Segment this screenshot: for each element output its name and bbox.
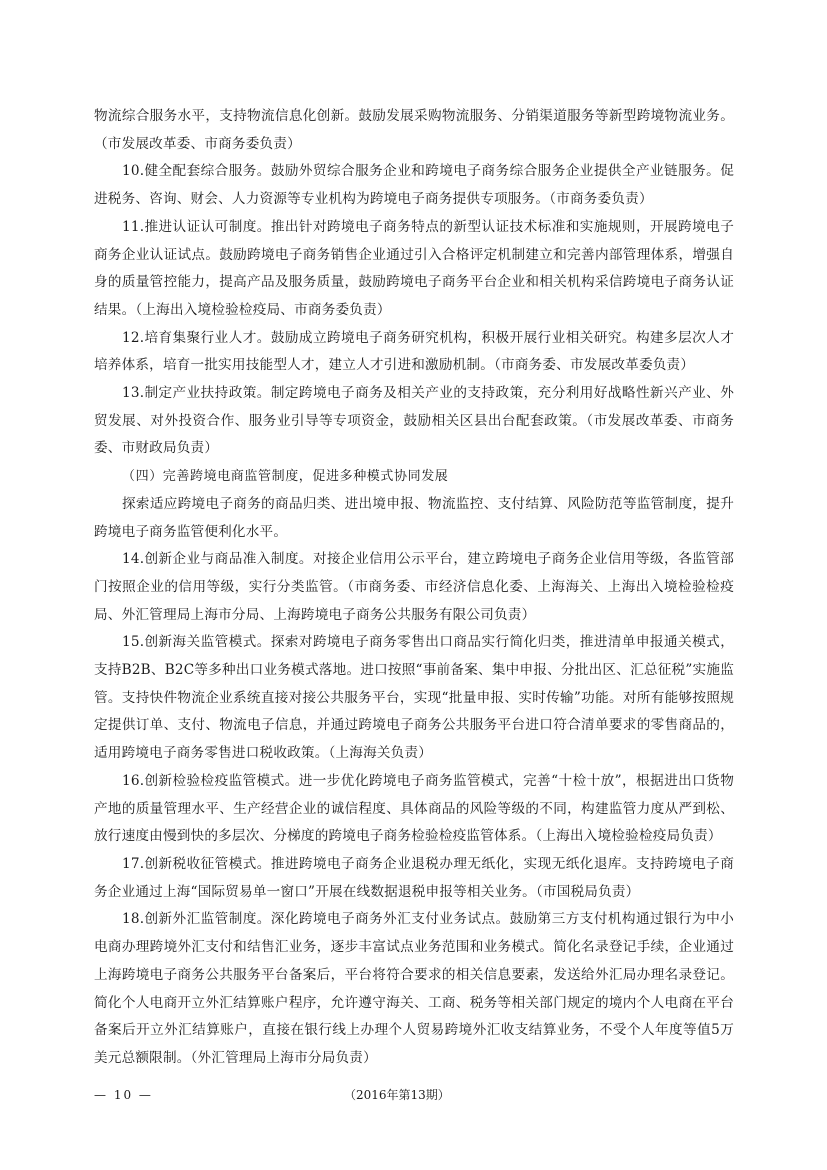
paragraph-item-17: 17.创新税收征管模式。推进跨境电子商务企业退税办理无纸化，实现无纸化退库。支持跨境电子商务企业通过上海“国际贸易单一窗口”开展在线数据退税申报等相关业务。（市国税局负责） xyxy=(94,855,734,900)
paragraph-item-15: 15.创新海关监管模式。探索对跨境电子商务零售出口商品实行简化归类，推进清单申报通关模式，支持B2B、B2C等多种出口业务模式落地。进口按照“事前备案、集中申报、分批出区、汇总征税”实施监管。支持快件物流企业系统直接对接公共服务平台，实现“批量申报、实时传输”功能。对所有能够按照规定提供订单、支付、物流电子信息，并通过跨境电子商务公共服务平台进口符合清单要求的零售商品的，适用跨境电子商务零售进口税收政策。（上海海关负责） xyxy=(94,634,734,762)
paragraph-item-14: 14.创新企业与商品准入制度。对接企业信用公示平台，建立跨境电子商务企业信用等级，各监管部门按照企业的信用等级，实行分类监管。（市商务委、市经济信息化委、上海海关、上海出入境检验检疫局、外汇管理局上海市分局、上海跨境电子商务公共服务有限公司负责） xyxy=(94,551,734,623)
page-number: — 10 — xyxy=(94,1088,153,1102)
paragraph-item-12: 12.培育集聚行业人才。鼓励成立跨境电子商务研究机构，积极开展行业相关研究。构建多层次人才培养体系，培育一批实用技能型人才，建立人才引进和激励机制。（市商务委、市发展改革委负责） xyxy=(94,329,734,374)
paragraph-item-11: 11.推进认证认可制度。推出针对跨境电子商务特点的新型认证技术标准和实施规则，开展跨境电子商务企业认证试点。鼓励跨境电子商务销售企业通过引入合格评定机制建立和完善内部管理体系，增强自身的质量管控能力，提高产品及服务质量，鼓励跨境电子商务平台企业和相关机构采信跨境电子商务认证结果。（上海出入境检验检疫局、市商务委负责） xyxy=(94,218,734,318)
issue-label: （2016年第13期） xyxy=(344,1088,450,1102)
document-body xyxy=(94,103,734,1073)
section-heading-4: （四）完善跨境电商监管制度，促进多种模式协同发展 xyxy=(122,469,449,485)
paragraph-continuation: 物流综合服务水平，支持物流信息化创新。鼓励发展采购物流服务、分销渠道服务等新型跨境物流业务。（市发展改革委、市商务委负责） xyxy=(94,108,734,152)
paragraph-item-18: 18.创新外汇监管制度。深化跨境电子商务外汇支付业务试点。鼓励第三方支付机构通过银行为中小电商办理跨境外汇支付和结售汇业务，逐步丰富试点业务范围和业务模式。简化名录登记手续，企业通过上海跨境电子商务公共服务平台备案后，平台将符合要求的相关信息要素，发送给外汇局办理名录登记。简化个人电商开立外汇结算账户程序，允许遵守海关、工商、税务等相关部门规定的境内个人电商在平台备案后开立外汇结算账户，直接在银行线上办理个人贸易跨境外汇收支结算业务，不受个人年度等值5万美元总额限制。（外汇管理局上海市分局负责） xyxy=(94,911,734,1066)
paragraph-item-10: 10.健全配套综合服务。鼓励外贸综合服务企业和跨境电子商务综合服务企业提供全产业链服务。促进税务、咨询、财会、人力资源等专业机构为跨境电子商务提供专项服务。（市商务委负责） xyxy=(94,163,734,208)
paragraph-item-13: 13.制定产业扶持政策。制定跨境电子商务及相关产业的支持政策，充分利用好战略性新兴产业、外贸发展、对外投资合作、服务业引导等专项资金，鼓励相关区县出台配套政策。（市发展改革委、市商务委、市财政局负责） xyxy=(94,385,734,457)
paragraph-item-16: 16.创新检验检疫监管模式。进一步优化跨境电子商务监管模式，完善“十检十放”，根据进出口货物产地的质量管理水平、生产经营企业的诚信程度、具体商品的风险等级的不同，构建监管力度从严到松、放行速度由慢到快的多层次、分梯度的跨境电子商务检验检疫监管体系。（上海出入境检验检疫局负责） xyxy=(94,772,734,845)
paragraph-section-intro: 探索适应跨境电子商务的商品归类、进出境申报、物流监控、支付结算、风险防范等监管制度，提升跨境电子商务监管便利化水平。 xyxy=(94,495,734,540)
